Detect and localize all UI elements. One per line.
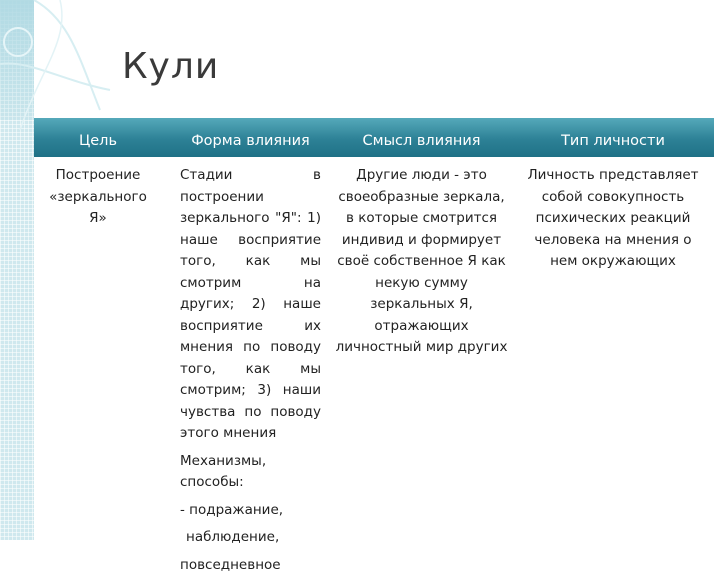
slide-title: Кули xyxy=(122,46,219,87)
header-goal: Цель xyxy=(34,118,162,158)
form-mechanisms-label: Механизмы, способы: xyxy=(180,451,321,494)
header-personality: Тип личности xyxy=(514,118,714,158)
form-item-observation: наблюдение, xyxy=(180,527,321,549)
form-item-everyday: повседневное xyxy=(180,555,321,576)
goal-text: Построение «зеркального Я» xyxy=(49,167,147,226)
form-item-imitation: - подражание, xyxy=(180,500,321,522)
personality-text: Личность представляет собой совокупность психических реакций человека на мнения о нем окружающих xyxy=(528,167,699,269)
cell-meaning xyxy=(329,158,514,576)
meaning-text: Другие люди - это своеобразные зеркала, в которые смотрится индивид и формирует своё собственное Я как некую сумму зеркальных Я, отражающих личностный мир других xyxy=(336,167,508,355)
cell-personality xyxy=(514,158,714,576)
header-form: Форма влияния xyxy=(162,118,329,158)
table-row xyxy=(34,158,714,576)
comparison-table xyxy=(34,118,714,576)
header-meaning: Смысл влияния xyxy=(329,118,514,158)
form-stages-text: Стадии в построении зеркального "Я": 1) наше восприятие того, как мы смотрим на других; 2) наше восприятие их мнения по поводу того, как мы смотрим; 3) наши чувства по поводу этого мнения xyxy=(180,165,321,445)
cell-form xyxy=(162,158,329,576)
cell-goal xyxy=(34,158,162,576)
table-header-row xyxy=(34,118,714,158)
decorative-curves xyxy=(0,0,110,130)
